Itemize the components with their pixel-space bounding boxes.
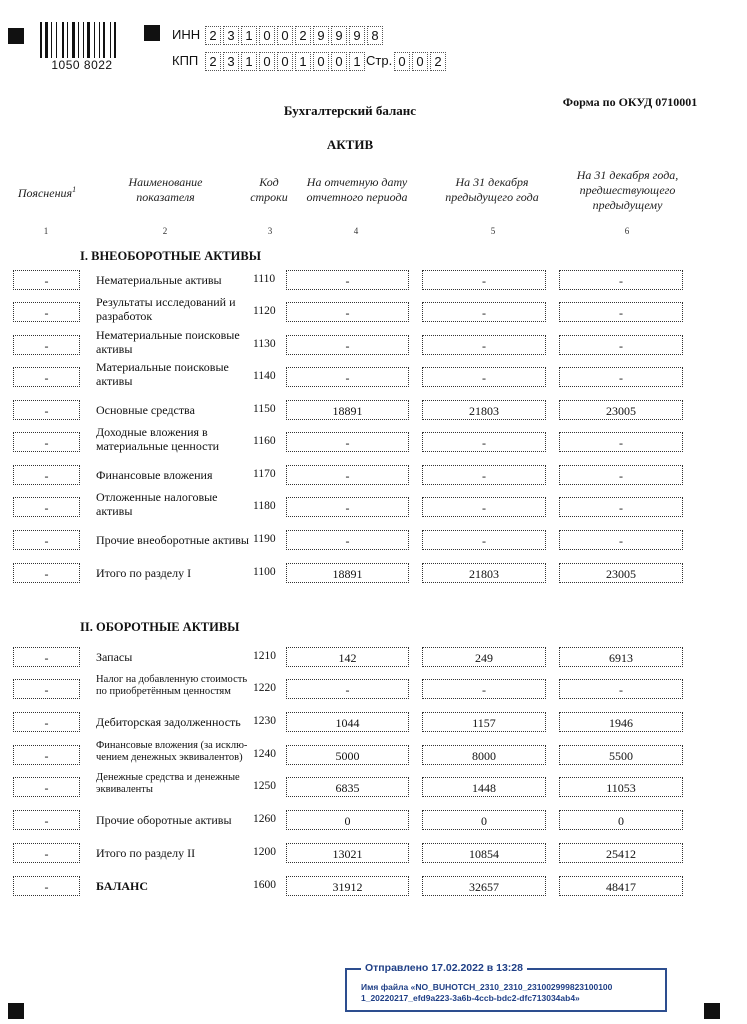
row-code: 1100 xyxy=(253,566,276,578)
page-cells xyxy=(394,52,448,71)
inn-label: ИНН xyxy=(172,27,201,42)
page-digit: 0 xyxy=(394,52,410,71)
row-note-cell: - xyxy=(13,302,80,322)
row-value-previous: 1157 xyxy=(422,712,546,732)
row-code: 1120 xyxy=(253,305,276,317)
header-code: Код строки xyxy=(250,175,288,204)
row-value-preprevious: - xyxy=(559,270,683,290)
row-note-cell: - xyxy=(13,745,80,765)
row-note-cell: - xyxy=(13,679,80,699)
row-code: 1600 xyxy=(253,879,276,891)
row-value-preprevious: 25412 xyxy=(559,843,683,863)
inn-digit: 2 xyxy=(295,26,311,45)
barcode-bar xyxy=(40,22,42,58)
row-code: 1140 xyxy=(253,370,276,382)
row-value-preprevious: - xyxy=(559,497,683,517)
row-name: Итого по разделу I xyxy=(96,566,192,580)
inn-digit: 3 xyxy=(223,26,239,45)
row-value-preprevious: 11053 xyxy=(559,777,683,797)
barcode-bar xyxy=(117,22,118,58)
row-code: 1220 xyxy=(253,682,276,694)
row-value-previous: 249 xyxy=(422,647,546,667)
row-value-current: 0 xyxy=(286,810,409,830)
row-name: Отложенные налоговые активы xyxy=(96,490,218,518)
page-digit: 0 xyxy=(412,52,428,71)
kpp-digit: 0 xyxy=(259,52,275,71)
row-value-current: - xyxy=(286,335,409,355)
row-name: Нематериальные активы xyxy=(96,273,222,287)
row-code: 1210 xyxy=(253,650,276,662)
row-note-cell: - xyxy=(13,432,80,452)
row-name: Денежные средства и денежные эквиваленты xyxy=(96,772,240,795)
row-value-previous: 21803 xyxy=(422,400,546,420)
kpp-digit: 0 xyxy=(277,52,293,71)
barcode-bar xyxy=(101,22,102,58)
colnum-3: 3 xyxy=(267,226,273,236)
section-title-noncurrent: I. ВНЕОБОРОТНЫЕ АКТИВЫ xyxy=(80,249,261,263)
row-note-cell: - xyxy=(13,777,80,797)
row-value-current: - xyxy=(286,465,409,485)
inn-cells xyxy=(205,26,385,45)
barcode-bar xyxy=(106,22,109,58)
row-note-cell: - xyxy=(13,563,80,583)
row-code: 1240 xyxy=(253,748,276,760)
barcode-bar xyxy=(114,22,116,58)
row-note-cell: - xyxy=(13,810,80,830)
registration-marker-bottom-left xyxy=(8,1003,24,1019)
barcode-bar xyxy=(49,22,50,58)
row-value-current: - xyxy=(286,302,409,322)
row-code: 1260 xyxy=(253,813,276,825)
part-title: АКТИВ xyxy=(326,137,374,152)
row-value-previous: 8000 xyxy=(422,745,546,765)
row-code: 1230 xyxy=(253,715,276,727)
section-title-current: II. ОБОРОТНЫЕ АКТИВЫ xyxy=(80,620,240,634)
row-code: 1250 xyxy=(253,780,276,792)
colnum-6: 6 xyxy=(624,226,630,236)
barcode-number: 1050 8022 xyxy=(51,58,113,72)
row-note-cell: - xyxy=(13,876,80,896)
inn-digit: 9 xyxy=(331,26,347,45)
barcode-bar xyxy=(80,22,82,58)
row-code: 1150 xyxy=(253,403,276,415)
row-note-cell: - xyxy=(13,335,80,355)
row-value-previous: - xyxy=(422,497,546,517)
row-value-current: 18891 xyxy=(286,563,409,583)
row-value-previous: - xyxy=(422,335,546,355)
row-value-preprevious: 6913 xyxy=(559,647,683,667)
row-value-current: 13021 xyxy=(286,843,409,863)
row-name: Итого по разделу II xyxy=(96,846,196,860)
barcode xyxy=(40,22,124,72)
barcode-bar xyxy=(99,22,100,58)
row-code: 1160 xyxy=(253,435,276,447)
row-value-preprevious: 0 xyxy=(559,810,683,830)
header-notes-footnote: 1 xyxy=(72,185,77,194)
stamp-file-name: Имя файла «NO_BUHOTCH_2310_2310_231002999823100100​1_20220217_efd9a223-3a6b-4ccb-bdc2-dfc713034ab4» xyxy=(361,982,613,1003)
row-value-previous: - xyxy=(422,465,546,485)
row-value-current: - xyxy=(286,432,409,452)
registration-marker-top-mid xyxy=(144,25,160,41)
row-name: Финансовые вложения (за исклю-чением денежных эквивалентов) xyxy=(96,740,248,763)
row-value-preprevious: - xyxy=(559,465,683,485)
row-code: 1190 xyxy=(253,533,276,545)
row-value-previous: - xyxy=(422,432,546,452)
barcode-bar xyxy=(69,22,71,58)
row-value-previous: 10854 xyxy=(422,843,546,863)
row-code: 1170 xyxy=(253,468,276,480)
row-note-cell: - xyxy=(13,497,80,517)
row-value-preprevious: 23005 xyxy=(559,563,683,583)
kpp-digit: 1 xyxy=(349,52,365,71)
barcode-bar xyxy=(110,22,111,58)
row-note-cell: - xyxy=(13,843,80,863)
barcode-bar xyxy=(65,22,66,58)
barcode-bar xyxy=(85,22,86,58)
document-title: Бухгалтерский баланс xyxy=(283,103,417,118)
row-note-cell: - xyxy=(13,465,80,485)
barcode-bar xyxy=(87,22,90,58)
inn-digit: 9 xyxy=(349,26,365,45)
row-note-cell: - xyxy=(13,712,80,732)
row-name: Прочие внеоборотные активы xyxy=(96,533,249,547)
barcode-bar xyxy=(76,22,77,58)
kpp-label: КПП xyxy=(172,53,199,68)
row-value-preprevious: - xyxy=(559,679,683,699)
row-value-preprevious: 1946 xyxy=(559,712,683,732)
row-name: Запасы xyxy=(96,650,133,664)
barcode-bar xyxy=(51,22,52,58)
row-value-previous: - xyxy=(422,302,546,322)
kpp-digit: 0 xyxy=(313,52,329,71)
row-note-cell: - xyxy=(13,647,80,667)
row-value-current: - xyxy=(286,367,409,387)
kpp-cells xyxy=(205,52,367,71)
row-note-cell: - xyxy=(13,400,80,420)
row-value-previous: 32657 xyxy=(422,876,546,896)
header-col4: На отчетную дату отчетного периода xyxy=(306,175,408,204)
colnum-1: 1 xyxy=(43,226,49,236)
row-value-previous: - xyxy=(422,679,546,699)
barcode-bar xyxy=(62,22,64,58)
kpp-digit: 3 xyxy=(223,52,239,71)
row-value-preprevious: 48417 xyxy=(559,876,683,896)
barcode-bar xyxy=(67,22,68,58)
row-value-previous: - xyxy=(422,530,546,550)
row-name: Финансовые вложения xyxy=(96,468,213,482)
row-value-preprevious: - xyxy=(559,432,683,452)
inn-digit: 8 xyxy=(367,26,383,45)
row-name: Дебиторская задолженность xyxy=(96,715,241,729)
form-code: Форма по ОКУД 0710001 xyxy=(562,95,698,109)
row-value-previous: 1448 xyxy=(422,777,546,797)
submission-stamp xyxy=(345,962,667,1012)
row-value-current: 6835 xyxy=(286,777,409,797)
row-value-previous: - xyxy=(422,367,546,387)
barcode-bar xyxy=(96,22,98,58)
row-value-current: - xyxy=(286,270,409,290)
registration-marker-top-left xyxy=(8,28,24,44)
barcode-bar xyxy=(56,22,57,58)
row-name: БАЛАНС xyxy=(96,879,149,893)
row-value-current: 18891 xyxy=(286,400,409,420)
row-value-current: 1044 xyxy=(286,712,409,732)
row-code: 1110 xyxy=(253,273,276,285)
barcode-bar xyxy=(112,22,113,58)
barcode-bar xyxy=(53,22,55,58)
inn-digit: 2 xyxy=(205,26,221,45)
row-code: 1200 xyxy=(253,846,276,858)
header-notes-text: Пояснения xyxy=(17,186,73,200)
row-note-cell: - xyxy=(13,530,80,550)
row-value-preprevious: 5500 xyxy=(559,745,683,765)
barcode-bar xyxy=(45,22,48,58)
row-name: Материальные поисковые активы xyxy=(96,360,229,388)
kpp-digit: 1 xyxy=(295,52,311,71)
row-code: 1180 xyxy=(253,500,276,512)
inn-digit: 0 xyxy=(277,26,293,45)
row-value-current: - xyxy=(286,679,409,699)
row-value-preprevious: - xyxy=(559,302,683,322)
barcode-bar xyxy=(103,22,105,58)
row-value-current: 31912 xyxy=(286,876,409,896)
header-name: Наименование показателя xyxy=(128,175,203,204)
row-value-previous: - xyxy=(422,270,546,290)
kpp-digit: 1 xyxy=(241,52,257,71)
row-value-preprevious: - xyxy=(559,335,683,355)
row-value-current: - xyxy=(286,530,409,550)
header-col6: На 31 декабря года, предшествующего предыдущему xyxy=(576,168,679,212)
row-value-current: 5000 xyxy=(286,745,409,765)
row-name: Нематериальные поисковые активы xyxy=(96,328,240,356)
row-value-preprevious: - xyxy=(559,367,683,387)
barcode-bar xyxy=(58,22,61,58)
stamp-sent-date: Отправлено 17.02.2022 в 13:28 xyxy=(361,962,527,974)
barcode-bar xyxy=(72,22,75,58)
row-value-current: - xyxy=(286,497,409,517)
barcode-bars xyxy=(40,22,124,58)
inn-digit: 1 xyxy=(241,26,257,45)
colnum-5: 5 xyxy=(490,226,496,236)
row-code: 1130 xyxy=(253,338,276,350)
barcode-bar xyxy=(94,22,95,58)
registration-marker-bottom-right xyxy=(704,1003,720,1019)
barcode-bar xyxy=(78,22,79,58)
inn-digit: 9 xyxy=(313,26,329,45)
colnum-2: 2 xyxy=(162,226,168,236)
row-name: Доходные вложения в материальные ценности xyxy=(96,425,220,453)
row-name: Результаты исследований и разработок xyxy=(96,295,236,323)
row-note-cell: - xyxy=(13,270,80,290)
header-notes xyxy=(8,182,86,201)
page-label: Стр. xyxy=(366,53,393,68)
row-value-previous: 0 xyxy=(422,810,546,830)
row-value-current: 142 xyxy=(286,647,409,667)
barcode-bar xyxy=(91,22,93,58)
row-name: Налог на добавленную стоимость по приобретённым ценностям xyxy=(96,674,248,697)
kpp-digit: 0 xyxy=(331,52,347,71)
row-name: Прочие оборотные активы xyxy=(96,813,232,827)
header-col5: На 31 декабря предыдущего года xyxy=(445,175,539,204)
inn-digit: 0 xyxy=(259,26,275,45)
row-value-previous: 21803 xyxy=(422,563,546,583)
kpp-digit: 2 xyxy=(205,52,221,71)
row-name: Основные средства xyxy=(96,403,195,417)
row-value-preprevious: - xyxy=(559,530,683,550)
page-digit: 2 xyxy=(430,52,446,71)
barcode-bar xyxy=(83,22,84,58)
barcode-bar xyxy=(43,22,44,58)
row-note-cell: - xyxy=(13,367,80,387)
colnum-4: 4 xyxy=(353,226,359,236)
row-value-preprevious: 23005 xyxy=(559,400,683,420)
